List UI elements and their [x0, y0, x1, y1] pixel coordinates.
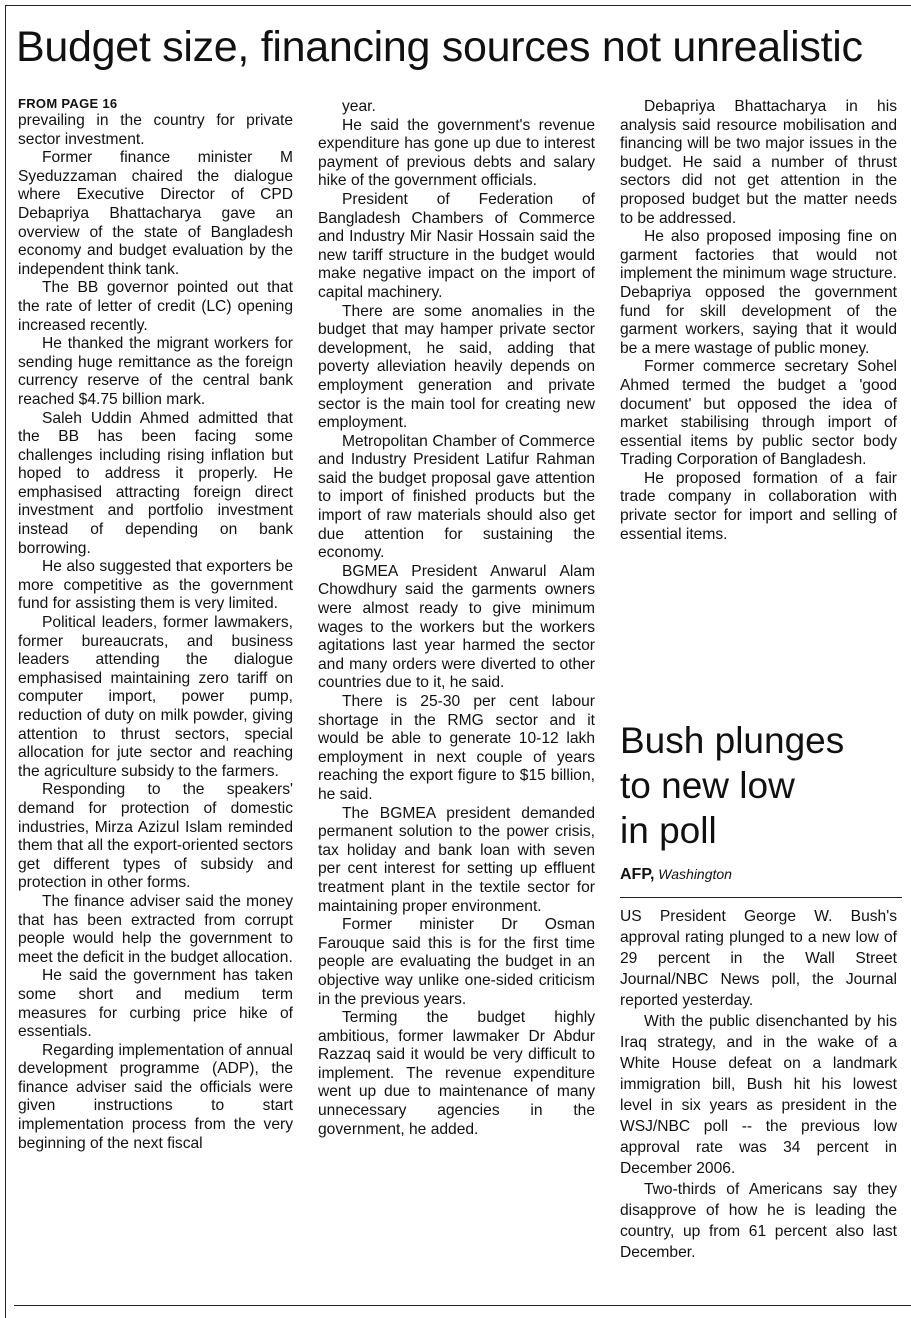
paragraph: Regarding implementation of annual development programme (ADP), the finance adviser said the officials were given instructions to start implementation process from the very beginning of the next fiscal — [18, 1041, 293, 1152]
dateline: Washington — [658, 866, 732, 882]
paragraph: He also suggested that exporters be more competitive as the government fund for assisting them is very limited. — [18, 558, 293, 613]
paragraph: Former finance minister M Syeduzzaman chaired the dialogue where Executive Director of CPD Debapriya Bhattacharya gave an overview of the state of Bangladesh economy and budget evaluation by the independent think tank. — [18, 149, 293, 278]
bush-story-body — [620, 906, 897, 1263]
paragraph: Former minister Dr Osman Farouque said this is for the first time people are evaluating the budget in an objective way unlike one-sided criticism in the previous years. — [318, 916, 595, 1008]
jump-label: FROM PAGE 16 — [18, 96, 118, 111]
paragraph: He said the government has taken some short and medium term measures for curbing price hike of essentials. — [18, 967, 293, 1041]
paragraph: Political leaders, former lawmakers, former bureaucrats, and business leaders attending the dialogue emphasised maintaining zero tariff on computer import, power pump, reduction of duty on milk powder, giving attention to thrust sectors, special allocation for jute sector and reaching the agriculture subsidy to the farmers. — [18, 614, 293, 780]
paragraph: Two-thirds of Americans say they disapprove of how he is leading the country, up from 61 percent also last December. — [620, 1181, 897, 1261]
paragraph: He thanked the migrant workers for sending huge remittance as the foreign currency reserve of the central bank reached $4.75 billion mark. — [18, 335, 293, 408]
paragraph: Metropolitan Chamber of Commerce and Industry President Latifur Rahman said the budget proposal gave attention to import of finished products but the import of raw materials should also get due attention for sustaining the economy. — [318, 432, 595, 562]
paragraph: Terming the budget highly ambitious, former lawmaker Dr Abdur Razzaq said it would be very difficult to implement. The revenue expenditure went up due to maintenance of many unnecessary agencies in the government, he added. — [318, 1009, 595, 1138]
paragraph: There is 25-30 per cent labour shortage in the RMG sector and it would be able to generate 10-12 lakh employment in next couple of years reaching the export figure to $15 billion, he said. — [318, 693, 595, 803]
bush-headline-line: to new low — [620, 765, 795, 806]
news-agency: AFP, — [620, 866, 655, 883]
paragraph: BGMEA President Anwarul Alam Chowdhury said the garments owners were almost ready to give minimum wages to the workers but the workers agitations last year harmed the sector and many orders were diverted to other countries due to it, he said. — [318, 562, 595, 692]
main-headline: Budget size, financing sources not unrealistic — [16, 23, 863, 71]
paragraph: He also proposed imposing fine on garment factories that would not implement the minimum wage structure. Debapriya opposed the government fund for skill development of the garment workers, saying that it would be a mere wastage of public money. — [620, 228, 897, 357]
paragraph: The BB governor pointed out that the rate of letter of credit (LC) opening increased recently. — [18, 279, 293, 334]
article-column-2 — [318, 98, 595, 1139]
byline — [620, 866, 732, 884]
bush-headline-line: Bush plunges — [620, 720, 845, 761]
paragraph: Former commerce secretary Sohel Ahmed termed the budget a 'good document' but opposed the idea of market stabilising through import of essential items by public sector body Trading Corporation of Bangladesh. — [620, 358, 897, 469]
paragraph: There are some anomalies in the budget that may hamper private sector development, he said, adding that poverty alleviation heavily depends on employment generation and private sector is the main tool for creating new employment. — [318, 302, 595, 432]
paragraph: US President George W. Bush's approval rating plunged to a new low of 29 percent in the Wall Street Journal/NBC News poll, the Journal reported yesterday. — [620, 908, 897, 1009]
bush-headline-line: in poll — [620, 810, 717, 851]
paragraph: year. — [342, 98, 376, 115]
bush-headline — [620, 718, 905, 853]
paragraph: He said the government's revenue expenditure has gone up due to interest payment of previous debts and salary hike of the government officials. — [318, 116, 595, 190]
paragraph: Debapriya Bhattacharya in his analysis said resource mobilisation and financing will be two major issues in the budget. He said a number of thrust sectors did not get attention in the proposed budget but the matter needs to be addressed. — [620, 98, 897, 227]
paragraph: Responding to the speakers' demand for protection of domestic industries, Mirza Azizul Islam reminded them that all the export-oriented sectors get different types of subsidy and protection in other forms. — [18, 781, 293, 892]
bottom-rule — [14, 1305, 911, 1306]
paragraph: He proposed formation of a fair trade company in collaboration with private sector for import and selling of essential items. — [620, 469, 897, 543]
article-column-1 — [18, 96, 293, 1153]
paragraph: With the public disenchanted by his Iraq strategy, and in the wake of a White House defeat on a landmark immigration bill, Bush hit his lowest level in six years as president in the WSJ/NBC poll -- the previous low approval rate was 34 percent in December 2006. — [620, 1013, 897, 1177]
article-column-3 — [620, 98, 897, 544]
paragraph: The BGMEA president demanded permanent solution to the power crisis, tax holiday and bank loan with seven per cent interest for setting up effluent treatment plant in the textile sector for maintaining proper environment. — [318, 804, 595, 915]
paragraph: Saleh Uddin Ahmed admitted that the BB has been facing some challenges including rising inflation but hoped to address it properly. He emphasised attracting foreign direct investment and portfolio investment instead of depending on bank borrowing. — [18, 409, 293, 557]
paragraph: The finance adviser said the money that has been extracted from corrupt people would help the government to meet the deficit in the budget allocation. — [18, 892, 293, 966]
paragraph: prevailing in the country for private sector investment. — [18, 112, 293, 148]
paragraph: President of Federation of Bangladesh Chambers of Commerce and Industry Mir Nasir Hossain said the new tariff structure in the budget would make negative impact on the import of capital machinery. — [318, 190, 595, 301]
byline-rule — [620, 897, 902, 898]
